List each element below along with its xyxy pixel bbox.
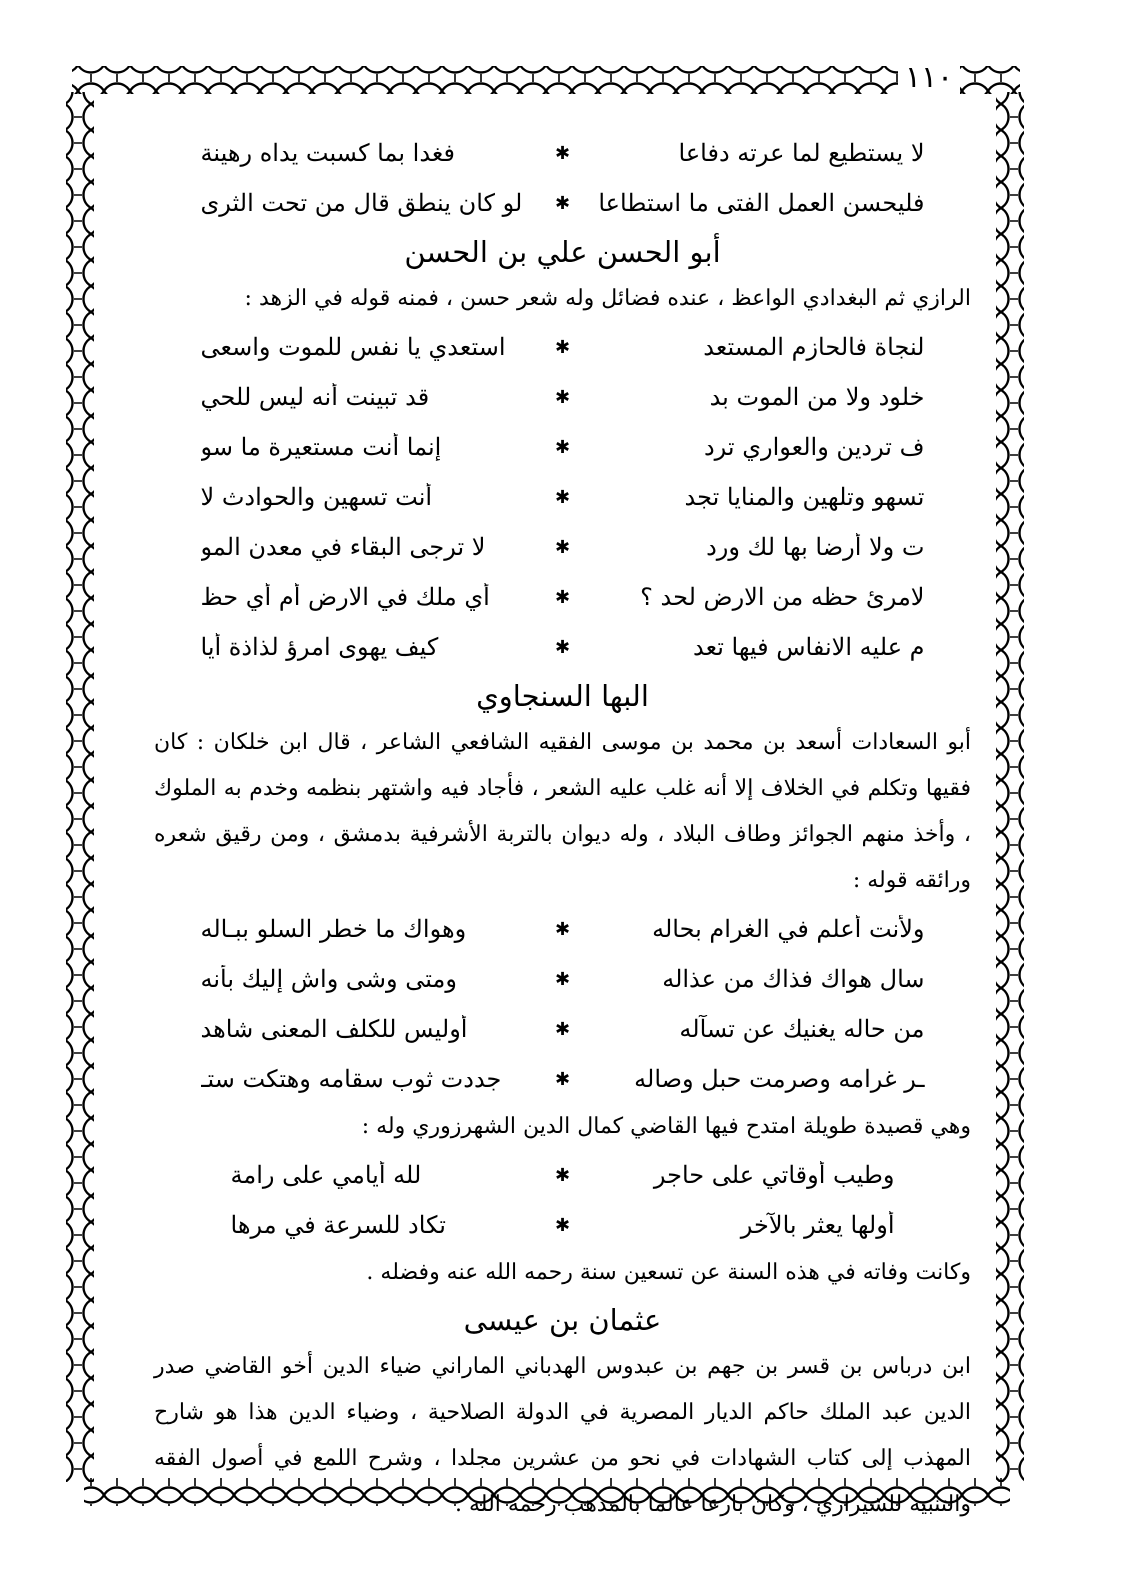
poem-zuhd [150, 322, 975, 672]
verse-separator-star-icon: ✱ [554, 968, 571, 990]
verse-first-hemistich: جددت ثوب سقامه وهتكت ستـ [200, 1065, 502, 1093]
verse-separator-star-icon: ✱ [554, 486, 571, 508]
verse-line [150, 572, 975, 622]
verse-first-hemistich: قد تبينت أنه ليس للحي [200, 383, 430, 411]
verse-second-hemistich: تسهو وتلهين والمنايا تجد [684, 483, 925, 511]
verse-second-hemistich: ولأنت أعلم في الغرام بحاله [652, 915, 925, 943]
verse-first-hemistich: لا ترجى البقاء في معدن المو [200, 533, 486, 561]
section-heading-uthman-ibn-isa: عثمان بن عيسى [463, 1303, 662, 1337]
verse-first-hemistich: أي ملك في الارض أم أي حظ [200, 583, 490, 611]
verse-line [150, 1200, 975, 1250]
verse-first-hemistich: استعدي يا نفس للموت واسعى [200, 333, 506, 361]
verse-line [150, 128, 975, 178]
verse-line [150, 178, 975, 228]
verse-separator-star-icon: ✱ [554, 586, 571, 608]
bio-paragraph-abu-al-hasan: الرازي ثم البغدادي الواعظ ، عنده فضائل وله شعر حسن ، فمنه قوله في الزهد : [244, 286, 971, 311]
verse-first-hemistich: لله أيامي على رامة [230, 1161, 422, 1189]
verse-line [150, 372, 975, 422]
verse-second-hemistich: وطيب أوقاتي على حاجر [653, 1161, 895, 1189]
page-number: ١١٠ [898, 62, 960, 94]
verse-line [150, 422, 975, 472]
verse-second-hemistich: أولها يعثر بالآخر [740, 1211, 895, 1239]
verse-line [150, 904, 975, 954]
verse-line [150, 1004, 975, 1054]
bio-paragraph-uthman-ibn-isa: ابن درباس بن قسر بن جهم بن عبدوس الهدباني الماراني ضياء الدين أخو القاضي صدر الدين عبد الملك حاكم الديار المصرية في الدولة الصلاحية ، وضياء الدين هذا هو شارح المهذب إلى كتاب الشهادات في نحو من عشرين مجلدا ، وشرح اللمع في أصول الفقه والتنبيه للشيرازي ، وكان بارعا عالما بالمذهب رحمه الله . [154, 1354, 971, 1517]
poem-hawak [150, 904, 975, 1104]
qasida-note-paragraph: وهي قصيدة طويلة امتدح فيها القاضي كمال الدين الشهرزوري وله : [361, 1114, 971, 1139]
verse-second-hemistich: لامرئ حظه من الارض لحد ؟ [640, 583, 925, 611]
verse-separator-star-icon: ✱ [554, 1214, 571, 1236]
verse-first-hemistich: أنت تسهين والحوادث لا [200, 483, 433, 511]
verse-separator-star-icon: ✱ [554, 918, 571, 940]
verse-separator-star-icon: ✱ [554, 336, 571, 358]
verse-line [150, 954, 975, 1004]
verse-first-hemistich: أوليس للكلف المعنى شاهد [200, 1015, 468, 1043]
verse-second-hemistich: ف تردين والعواري ترد [703, 433, 925, 461]
verse-second-hemistich: ت ولا أرضا بها لك ورد [706, 533, 925, 561]
verse-separator-star-icon: ✱ [554, 386, 571, 408]
verse-second-hemistich: فليحسن العمل الفتى ما استطاعا [598, 189, 925, 217]
verse-separator-star-icon: ✱ [554, 536, 571, 558]
verse-second-hemistich: من حاله يغنيك عن تسآله [679, 1015, 925, 1043]
verse-separator-star-icon: ✱ [554, 636, 571, 658]
verse-line [150, 522, 975, 572]
verse-separator-star-icon: ✱ [554, 436, 571, 458]
bio-paragraph-al-baha-al-sinjawi: أبو السعادات أسعد بن محمد بن موسى الفقيه الشافعي الشاعر ، قال ابن خلكان : كان فقيها وتكلم في الخلاف إلا أنه غلب عليه الشعر ، فأجاد فيه واشتهر بنظمه وخدم به الملوك ، وأخذ منهم الجوائز وطاف البلاد ، وله ديوان بالتربة الأشرفية بدمشق ، ومن رقيق شعره ورائقه قوله : [154, 730, 971, 893]
verse-first-hemistich: لو كان ينطق قال من تحت الثرى [200, 189, 523, 217]
section-heading-al-baha-al-sinjawi: البها السنجاوي [476, 679, 649, 713]
verse-second-hemistich: لا يستطيع لما عرته دفاعا [678, 139, 925, 167]
verse-separator-star-icon: ✱ [554, 192, 571, 214]
poem-opening [150, 128, 975, 228]
verse-second-hemistich: لنجاة فالحازم المستعد [703, 333, 925, 361]
section-heading-abu-al-hasan: أبو الحسن علي بن الحسن [404, 235, 721, 269]
text-body [150, 128, 975, 1517]
verse-line [150, 472, 975, 522]
verse-first-hemistich: ومتى وشى واش إليك بأنه [200, 965, 457, 993]
verse-line [150, 622, 975, 672]
verse-first-hemistich: إنما أنت مستعيرة ما سو [200, 433, 442, 461]
verse-separator-star-icon: ✱ [554, 1164, 571, 1186]
death-note-paragraph: وكانت وفاته في هذه السنة عن تسعين سنة رحمه الله عنه وفضله . [366, 1260, 971, 1285]
verse-line [150, 1054, 975, 1104]
verse-first-hemistich: فغدا بما كسبت يداه رهينة [200, 139, 455, 167]
verse-second-hemistich: ـر غرامه وصرمت حبل وصاله [634, 1065, 925, 1093]
verse-second-hemistich: م عليه الانفاس فيها تعد [693, 633, 925, 661]
poem-rama [150, 1150, 975, 1250]
verse-first-hemistich: تكاد للسرعة في مرها [230, 1211, 446, 1239]
verse-second-hemistich: خلود ولا من الموت بد [709, 383, 925, 411]
verse-first-hemistich: كيف يهوى امرؤ لذاذة أيا [200, 633, 439, 661]
verse-separator-star-icon: ✱ [554, 142, 571, 164]
verse-first-hemistich: وهواك ما خطر السلو ببـاله [200, 915, 467, 943]
verse-line [150, 322, 975, 372]
verse-separator-star-icon: ✱ [554, 1068, 571, 1090]
verse-separator-star-icon: ✱ [554, 1018, 571, 1040]
verse-line [150, 1150, 975, 1200]
verse-second-hemistich: سال هواك فذاك من عذاله [662, 965, 925, 993]
